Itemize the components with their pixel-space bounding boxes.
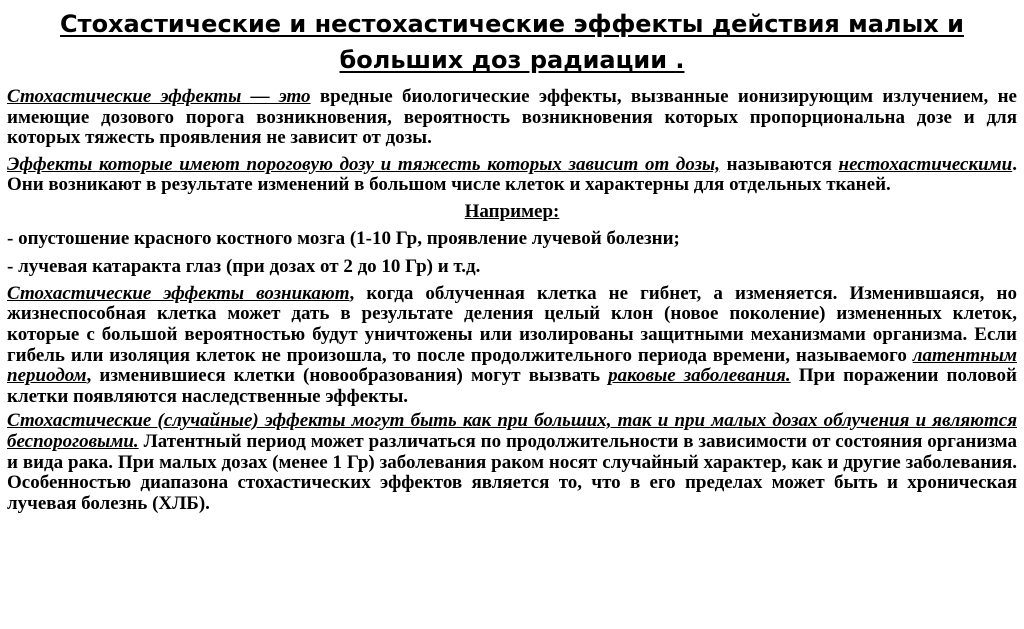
mechanism-text-2: , изменившиеся клетки (новообразования) могут вызвать	[86, 365, 609, 387]
mechanism-lead: Стохастические эффекты возникают	[7, 282, 350, 304]
slide-body	[7, 87, 1017, 514]
example-item-1: - опустошение красного костного мозга (1-10 Гр, проявление лучевой болезни;	[7, 227, 680, 249]
example-item-2: - лучевая катаракта глаз (при дозах от 2 до 10 Гр) и т.д.	[7, 256, 481, 278]
random-text: Латентный период может различаться по продолжительности в зависимости от состояния организма и вида рака. При малых дозах (менее 1 Гр) заболевания раком носят случайный характер, как и другие заболевания. Особенностью диапазона стохастических эффектов является то, что в его пределах может быть и хроническая лучевая болезнь (ХЛБ).	[7, 430, 1017, 514]
title-dot: .	[675, 46, 685, 74]
paragraph-stochastic-definition	[7, 87, 1017, 149]
title-line-2: больших доз радиации	[339, 46, 668, 74]
stochastic-lead: Стохастические эффекты — это	[7, 86, 311, 107]
paragraph-nonstochastic-definition	[7, 155, 1017, 196]
paragraph-stochastic-mechanism	[7, 284, 1017, 408]
latent-period-term: латентным периодом	[7, 344, 1017, 387]
mechanism-text-1: , когда облученная клетка не гибнет, а изменяется. Изменившаяся, но жизнеспособная клетка может дать в результате деления целый клон (новое поколение) измененных клеток, которые с большой вероятностью будут уничтожены или изолированы защитными механизмами организма. Если гибель или изоляция клеток не произошла, то после продолжительного периода времени, называемого	[7, 282, 1017, 366]
nonstochastic-mid: называются	[719, 153, 839, 175]
stochastic-definition-text: вредные биологические эффекты, вызванные ионизирующим излучением, не имеющие дозового порога возникновения, вероятность возникновения которых пропорциональна дозе и для которых тяжесть проявления не зависит от дозы.	[7, 86, 1017, 149]
nonstochastic-text: . Они возникают в результате изменений в большом числе клеток и характерны для отдельных тканей.	[7, 153, 1017, 196]
example-heading: Например:	[464, 200, 560, 222]
cancer-term: раковые заболевания.	[608, 365, 791, 387]
title-line-1: Стохастические и нестохастические эффекты действия малых и	[60, 10, 964, 38]
nonstochastic-lead: Эффекты которые имеют пороговую дозу и тяжесть которых зависит от дозы,	[7, 153, 720, 175]
mechanism-text-3: При поражении половой клетки появляются наследственные эффекты.	[7, 365, 1017, 407]
nonstochastic-term: нестохастическими	[838, 153, 1013, 175]
slide-title	[40, 6, 984, 78]
paragraph-stochastic-random	[7, 411, 1017, 514]
random-lead: Стохастические (случайные) эффекты могут быть как при больших, так и при малых дозах облучения и являются беспороговыми.	[7, 410, 1017, 452]
